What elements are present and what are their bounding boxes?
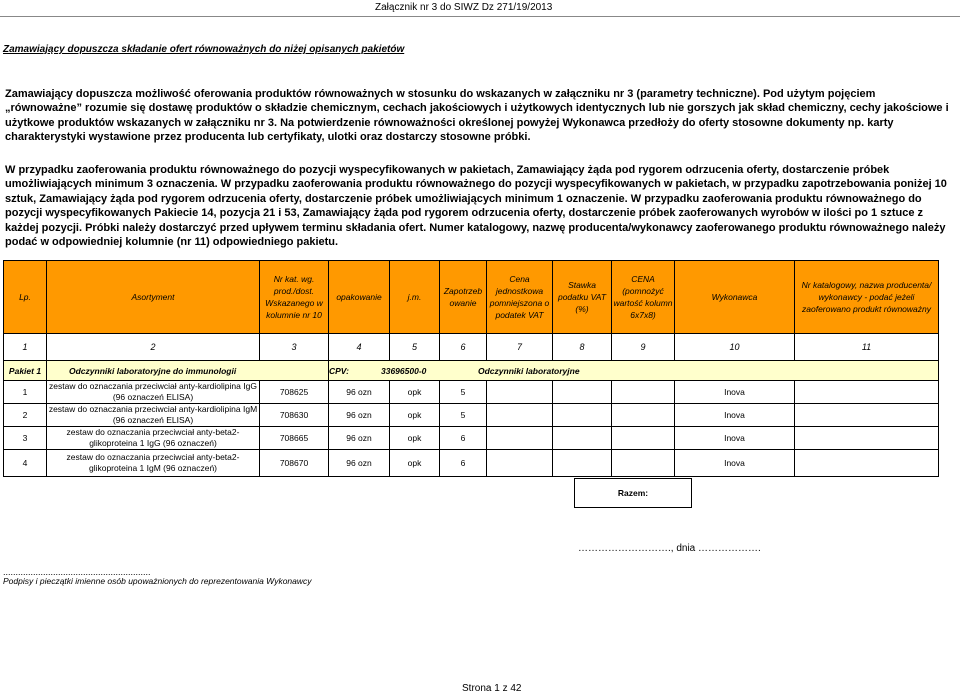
cpv-code: 33696500-0 [381, 365, 427, 376]
col-number: 2 [47, 334, 260, 361]
cell-wartosc[interactable] [612, 381, 675, 404]
col-number: 8 [553, 334, 612, 361]
cell-nr-kat: 708670 [260, 450, 329, 477]
table-row [4, 427, 939, 450]
col-number: 1 [4, 334, 47, 361]
col-header: Asortyment [47, 261, 260, 334]
cell-wykonawca: Inova [675, 450, 795, 477]
package-row [4, 361, 939, 381]
cell-vat[interactable] [553, 381, 612, 404]
table-row [4, 404, 939, 427]
cell-cena[interactable] [487, 404, 553, 427]
col-number: 3 [260, 334, 329, 361]
cell-wartosc[interactable] [612, 427, 675, 450]
table-row [4, 450, 939, 477]
col-number: 5 [390, 334, 440, 361]
cell-opakowanie: 96 ozn [329, 450, 390, 477]
cell-opakowanie: 96 ozn [329, 404, 390, 427]
header-divider [0, 16, 960, 17]
cell-equivalent[interactable] [795, 404, 939, 427]
cell-asortyment: zestaw do oznaczania przeciwciał anty-beta2-glikoproteina 1 IgG (96 oznaczeń) [47, 427, 260, 450]
cell-equivalent[interactable] [795, 381, 939, 404]
package-name: Odczynniki laboratoryjne do immunologii [47, 361, 329, 381]
cell-wartosc[interactable] [612, 404, 675, 427]
cell-jm: opk [390, 381, 440, 404]
cell-wykonawca: Inova [675, 381, 795, 404]
signature-caption: Podpisy i pieczątki imienne osób upoważnionych do reprezentowania Wykonawcy [3, 576, 312, 586]
table-header-row [4, 261, 939, 334]
cell-wykonawca: Inova [675, 404, 795, 427]
col-number: 6 [440, 334, 487, 361]
cell-nr-kat: 708665 [260, 427, 329, 450]
package-label: Pakiet 1 [4, 361, 47, 381]
cell-asortyment: zestaw do oznaczania przeciwciał anty-kardiolipina IgG (96 oznaczeń ELISA) [47, 381, 260, 404]
cell-equivalent[interactable] [795, 427, 939, 450]
cell-cena[interactable] [487, 450, 553, 477]
col-header: Nr katalogowy, nazwa producenta/ wykonawcy - podać jeżeli zaoferowano produkt równoważny [795, 261, 939, 334]
col-header: Nr kat. wg. prod./dost. Wskazanego w kolumnie nr 10 [260, 261, 329, 334]
cell-opakowanie: 96 ozn [329, 381, 390, 404]
cell-jm: opk [390, 404, 440, 427]
col-header: Lp. [4, 261, 47, 334]
cell-jm: opk [390, 450, 440, 477]
cell-zapotrzebowanie: 6 [440, 450, 487, 477]
table-row [4, 381, 939, 404]
cell-asortyment: zestaw do oznaczania przeciwciał anty-beta2-glikoproteina 1 IgM (96 oznaczeń) [47, 450, 260, 477]
cell-opakowanie: 96 ozn [329, 427, 390, 450]
cell-zapotrzebowanie: 6 [440, 427, 487, 450]
cell-vat[interactable] [553, 450, 612, 477]
col-number: 9 [612, 334, 675, 361]
cell-nr-kat: 708630 [260, 404, 329, 427]
cpv-name: Odczynniki laboratoryjne [478, 365, 580, 376]
cell-equivalent[interactable] [795, 450, 939, 477]
col-number: 11 [795, 334, 939, 361]
cell-vat[interactable] [553, 427, 612, 450]
cell-zapotrzebowanie: 5 [440, 381, 487, 404]
cell-lp: 1 [4, 381, 47, 404]
cell-jm: opk [390, 427, 440, 450]
cell-lp: 3 [4, 427, 47, 450]
col-header: Cena jednostkowa pomniejszona o podatek VAT [487, 261, 553, 334]
equivalence-paragraph: Zamawiający dopuszcza możliwość oferowania produktów równoważnych w stosunku do wskazanych w załączniku nr 3 (parametry techniczne). Pod użytym pojęciem „równoważne” rozumie się dostawę produktów o składzie chemicznym, cechach jakościowych i użytkowych identycznych lub nie gorszych jak skład chemiczny, cechy jakościowe i użytkowe produktów wskazanych w załączniku nr 3. Na potwierdzenie równoważności określonej powyżej Wykonawca przedłoży do oferty stosowne dokumenty np. karty charakterystyki wystawione przez producenta lub certyfikaty, ulotki oraz dostarczy stosowne próbki. [5, 88, 949, 144]
col-header: Wykonawca [675, 261, 795, 334]
cell-cena[interactable] [487, 381, 553, 404]
cpv-label: CPV: [329, 365, 349, 376]
cell-asortyment: zestaw do oznaczania przeciwciał anty-kardiolipina IgM (96 oznaczeń ELISA) [47, 404, 260, 427]
cell-wykonawca: Inova [675, 427, 795, 450]
col-header: CENA (pomnożyć wartość kolumn 6x7x8) [612, 261, 675, 334]
cell-lp: 2 [4, 404, 47, 427]
cell-lp: 4 [4, 450, 47, 477]
column-number-row [4, 334, 939, 361]
page-number: Strona 1 z 42 [462, 683, 522, 694]
col-number: 10 [675, 334, 795, 361]
date-line: ………………………., dnia ………………. [578, 543, 761, 554]
samples-paragraph: W przypadku zaoferowania produktu równoważnego do pozycji wyspecyfikowanych w pakietach, Zamawiający żąda pod rygorem odrzucenia oferty, dostarczenie próbek umożliwiających minimum 3 oznaczenia. W przypadku zaoferowania produktu równoważnego do pozycji wyspecyfikowanych w pakietach, w przypadku zapotrzebowania poniżej 10 sztuk, Zamawiający żąda pod rygorem odrzucenia oferty, dostarczenie próbek umożliwiających minimum 1 oznaczenie. W przypadku zaoferowania produktu równoważnego do pozycji wyspecyfikowanych Pakiecie 14, pozycja 21 i 53, Zamawiający żąda pod rygorem odrzucenia oferty, dostarczenie próbek zaoferowanych wyrobów w ilości po 1 sztuce z każdej pozycji. Próbki należy dostarczyć przed upływem terminu składania ofert. Numer katalogowy, nazwę producenta/wykonawcy zaoferowanego produktu równoważnego należy podać w odpowiedniej kolumnie (nr 11) odpowiedniego pakietu. [5, 164, 947, 249]
cell-cena[interactable] [487, 427, 553, 450]
cell-zapotrzebowanie: 5 [440, 404, 487, 427]
signature-line: ........................................................... [3, 567, 151, 577]
col-header: Stawka podatku VAT (%) [553, 261, 612, 334]
package-cpv [329, 361, 939, 381]
offer-table [3, 260, 939, 477]
col-header: Zapotrzeb owanie [440, 261, 487, 334]
total-box [574, 478, 692, 508]
cell-vat[interactable] [553, 404, 612, 427]
cell-nr-kat: 708625 [260, 381, 329, 404]
col-header: j.m. [390, 261, 440, 334]
section-title: Zamawiający dopuszcza składanie ofert równoważnych do niżej opisanych pakietów [3, 44, 405, 55]
col-number: 4 [329, 334, 390, 361]
col-number: 7 [487, 334, 553, 361]
cell-wartosc[interactable] [612, 450, 675, 477]
total-label: Razem: [617, 488, 649, 498]
annex-header: Załącznik nr 3 do SIWZ Dz 271/19/2013 [375, 2, 553, 13]
col-header: opakowanie [329, 261, 390, 334]
